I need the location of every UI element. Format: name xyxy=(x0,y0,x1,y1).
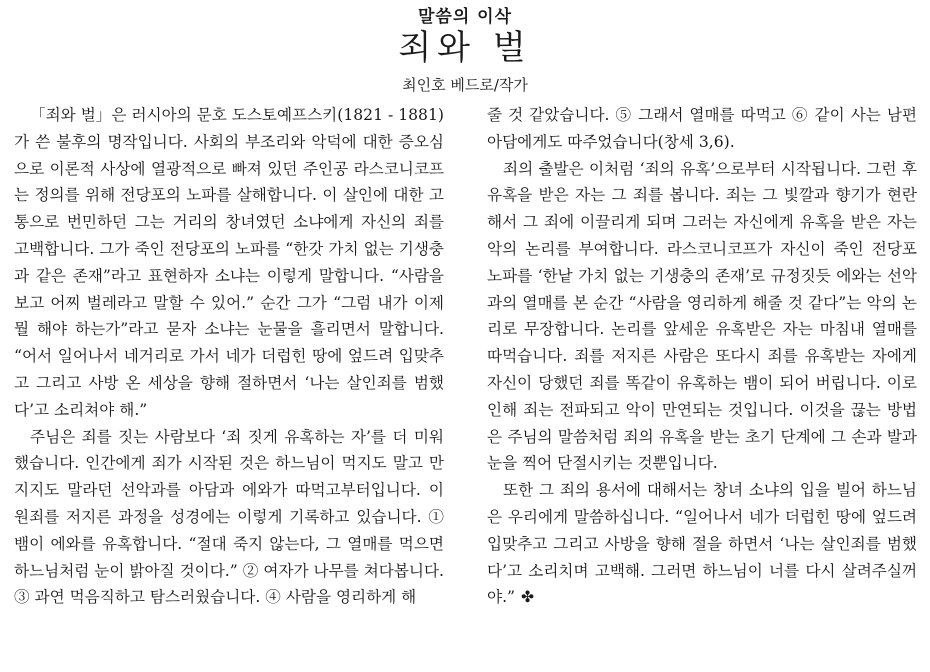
author-byline: 최인호 베드로/작가 xyxy=(402,76,528,94)
end-mark-icon: ✤ xyxy=(521,588,535,607)
section-label: 말씀의 이삭 xyxy=(417,7,513,27)
paragraph: 죄의 출발은 이처럼 ‘죄의 유혹’으로부터 시작됩니다. 그런 후 유혹을 받은 자는 그 죄를 봅니다. 죄는 그 빛깔과 향기가 현란해서 그 죄에 이끌리게 되며 그러는 자신에게 유혹을 받은 자는 악의 논리를 부여합니다. 라스코니코프가 자신이 죽인 전당포 노파를 ‘한낱 가치 없는 기생충의 존재’로 규정짓듯 에와는 선악과의 열매를 본 순간 “사람을 영리하게 해줄 것 같다”는 악의 논리로 무장합니다. 논리를 앞세운 유혹받은 자는 마침내 열매를 따먹습니다. 죄를 저지른 사람은 또다시 죄를 유혹받는 자에게 자신이 당했던 죄를 똑같이 유혹하는 뱀이 되어 버립니다. 이로 인해 죄는 전파되고 악이 만연되는 것입니다. 이것을 끊는 방법은 주님의 말씀처럼 죄의 유혹을 받는 초기 단계에 그 손과 발과 눈을 찍어 단절시키는 것뿐입니다. xyxy=(487,159,917,473)
right-column xyxy=(487,102,917,611)
paragraph: 줄 것 같았습니다. ⑤ 그래서 열매를 따먹고 ⑥ 같이 사는 남편 아담에게도 따주었습니다(창세 3,6). xyxy=(487,106,917,151)
left-column xyxy=(14,102,444,611)
paragraph: 주님은 죄를 짓는 사람보다 ‘죄 짓게 유혹하는 자’를 더 미워했습니다. 인간에게 죄가 시작된 것은 하느님이 먹지도 말고 만지지도 말라던 선악과를 아담과 에와가 따먹고부터입니다. 이 원죄를 저지른 과정을 성경에는 이렇게 기록하고 있습니다. ① 뱀이 에와를 유혹합니다. “절대 죽지 않는다, 그 열매를 먹으면 하느님처럼 눈이 밝아질 것이다.” ② 여자가 나무를 쳐다봅니다. ③ 과연 먹음직하고 탐스러웠습니다. ④ 사람을 영리하게 해 xyxy=(14,427,444,607)
paragraph: 「죄와 벌」은 러시아의 문호 도스토예프스키(1821 - 1881)가 쓴 불후의 명작입니다. 사회의 부조리와 악덕에 대한 증오심으로 이론적 사상에 열광적으로 빠져 있던 주인공 라스코니코프는 정의를 위해 전당포의 노파를 살해합니다. 이 살인에 대한 고통으로 번민하던 그는 거리의 창녀였던 소냐에게 자신의 죄를 고백합니다. 그가 죽인 전당포의 노파를 “한갓 가치 없는 기생충과 같은 존재”라고 표현하자 소냐는 이렇게 말합니다. “사람을 보고 어찌 벌레라고 말할 수 있어.” 순간 그가 “그럼 내가 이제 뭘 해야 하는가”라고 묻자 소냐는 눈물을 흘리면서 말합니다. “어서 일어나서 네거리로 가서 네가 더럽힌 땅에 엎드려 입맞추고 그리고 사방 온 세상을 향해 절하면서 ‘나는 살인죄를 범했다’고 소리쳐야 해.” xyxy=(14,106,444,419)
article-title: 죄와 벌 xyxy=(398,28,532,68)
paragraph-text: 또한 그 죄의 용서에 대해서는 창녀 소냐의 입을 빌어 하느님은 우리에게 말씀하십니다. “일어나서 네가 더럽힌 땅에 엎드려 입맞추고 그리고 사방을 향해 절을 하면서 ‘나는 살인죄를 범했다’고 소리치며 고백해. 그러면 하느님이 너를 다시 살려주실꺼야.” xyxy=(487,481,917,607)
paragraph xyxy=(487,477,917,611)
